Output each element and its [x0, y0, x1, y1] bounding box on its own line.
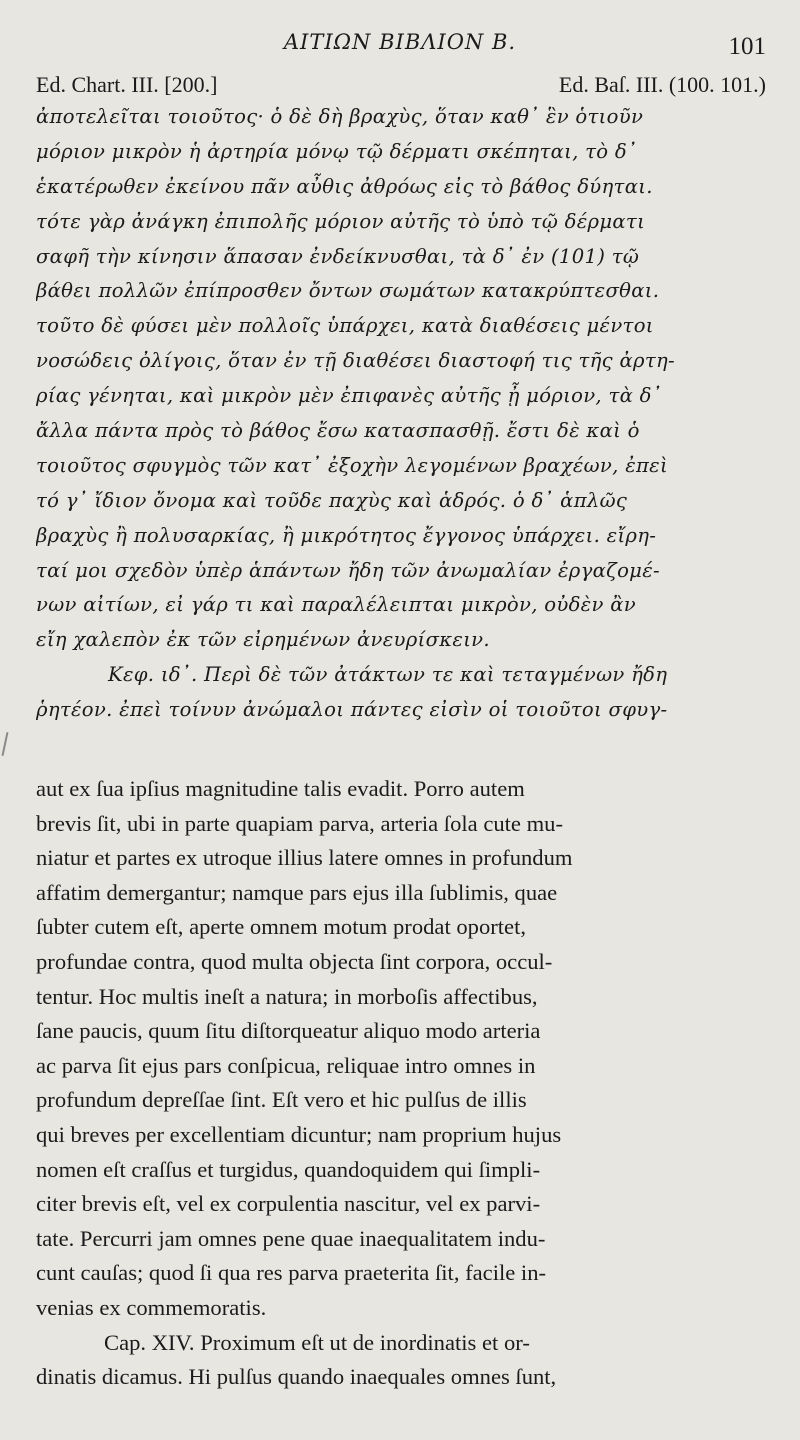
latin-line: affatim demergantur; namque pars ejus illa ſublimis, quae — [36, 879, 558, 905]
greek-line: νοσώδεις ὀλίγοις, ὅταν ἐν τῇ διαθέσει διαστοφή τις τῆς ἀρτη- — [36, 349, 675, 373]
edition-reference-line — [36, 72, 766, 98]
greek-line: βάθει πολλῶν ἐπίπροσθεν ὄντων σωμάτων κατακρύπτεσθαι. — [36, 279, 660, 303]
latin-text-block — [36, 772, 764, 1395]
page-number: 101 — [728, 33, 766, 60]
latin-line: tate. Percurri jam omnes pene quae inaequalitatem indu- — [36, 1225, 546, 1251]
latin-line: ſubter cutem eſt, aperte omnem motum prodat oportet, — [36, 914, 527, 940]
latin-line: profundae contra, quod multa objecta ſint corpora, occul- — [36, 948, 553, 974]
latin-line: venias ex commemoratis. — [36, 1294, 267, 1320]
edition-basel-reference: Ed. Baſ. III. (100. 101.) — [558, 72, 766, 97]
greek-line: ἄλλα πάντα πρὸς τὸ βάθος ἔσω κατασπασθῇ. ἔστι δὲ καὶ ὁ — [36, 419, 640, 443]
greek-line: τοῦτο δὲ φύσει μὲν πολλοῖς ὑπάρχει, κατὰ διαθέσεις μέντοι — [36, 314, 654, 338]
greek-line: νων αἰτίων, εἰ γάρ τι καὶ παραλέλειπται μικρὸν, οὐδὲν ἂν — [36, 593, 636, 617]
latin-line: profundum depreſſae ſint. Eſt vero et hic pulſus de illis — [36, 1087, 527, 1113]
latin-line: brevis ſit, ubi in parte quapiam parva, arteria ſola cute mu- — [36, 810, 563, 836]
greek-text-block — [36, 100, 764, 728]
latin-line: ac parva ſit ejus pars conſpicua, reliquae intro omnes in — [36, 1052, 536, 1078]
latin-line: nomen eſt craſſus et turgidus, quandoquidem qui ſimpli- — [36, 1156, 541, 1182]
greek-line: σαφῆ τὴν κίνησιν ἅπασαν ἐνδείκνυσθαι, τὰ δ᾽ ἐν (101) τῷ — [36, 244, 640, 268]
greek-line: ἀποτελεῖται τοιοῦτος· ὁ δὲ δὴ βραχὺς, ὅταν καθ᾽ ἓν ὁτιοῦν — [36, 105, 644, 128]
greek-line: εἴη χαλεπὸν ἐκ τῶν εἰρημένων ἀνευρίσκειν. — [36, 628, 490, 652]
latin-line: aut ex ſua ipſius magnitudine talis evadit. Porro autem — [36, 776, 525, 801]
greek-line: βραχὺς ἢ πολυσαρκίας, ἢ μικρότητος ἔγγονος ὑπάρχει. εἴρη- — [36, 523, 657, 547]
latin-line: niatur et partes ex utroque illius latere omnes in profundum — [36, 845, 573, 871]
running-title: ΑΙΤΙΩΝ ΒΙΒΛΙΟΝ Β. — [283, 30, 517, 54]
greek-line: μόριον μικρὸν ἡ ἀρτηρία μόνῳ τῷ δέρματι σκέπηται, τὸ δ᾽ — [36, 139, 638, 163]
margin-mark — [2, 732, 9, 756]
edition-chart-reference: Ed. Chart. III. [200.] — [36, 72, 218, 97]
latin-line: cunt cauſas; quod ſi qua res parva praeterita ſit, facile in- — [36, 1260, 547, 1286]
latin-line: tentur. Hoc multis ineſt a natura; in morboſis affectibus, — [36, 983, 538, 1009]
greek-line: τότε γὰρ ἀνάγκη ἐπιπολῆς μόριον αὐτῆς τὸ ὑπὸ τῷ δέρματι — [36, 209, 646, 233]
greek-line: τό γ᾽ ἴδιον ὄνομα καὶ τοῦδε παχὺς καὶ ἁδρός. ὁ δ᾽ ἁπλῶς — [36, 488, 628, 512]
latin-line: ſane paucis, quum ſitu diſtorqueatur aliquo modo arteria — [36, 1018, 541, 1044]
greek-line: ρίας γένηται, καὶ μικρὸν μὲν ἐπιφανὲς αὐτῆς ᾖ μόριον, τὰ δ᾽ — [36, 384, 662, 408]
greek-chapter-heading-line: Κεφ. ιδ᾽. Περὶ δὲ τῶν ἀτάκτων τε καὶ τεταγμένων ἤδη — [108, 663, 668, 687]
latin-chapter-heading-line: Cap. XIV. Proximum eſt ut de inordinatis et or- — [104, 1329, 530, 1355]
greek-line: ταί μοι σχεδὸν ὑπὲρ ἁπάντων ἤδη τῶν ἀνωμαλίαν ἐργαζομέ- — [36, 558, 660, 582]
latin-line: qui breves per excellentiam dicuntur; nam proprium hujus — [36, 1121, 562, 1147]
greek-line: ἑκατέρωθεν ἐκείνου πᾶν αὖθις ἀθρόως εἰς τὸ βάθος δύηται. — [36, 174, 653, 198]
latin-line: citer brevis eſt, vel ex corpulentia nascitur, vel ex parvi- — [36, 1191, 541, 1217]
greek-line: τοιοῦτος σφυγμὸς τῶν κατ᾽ ἐξοχὴν λεγομένων βραχέων, ἐπεὶ — [36, 453, 668, 477]
greek-line: ῥητέον. ἐπεὶ τοίνυν ἀνώμαλοι πάντες εἰσὶν οἱ τοιοῦτοι σφυγ- — [36, 698, 668, 722]
latin-line: dinatis dicamus. Hi pulſus quando inaequales omnes ſunt, — [36, 1364, 557, 1390]
